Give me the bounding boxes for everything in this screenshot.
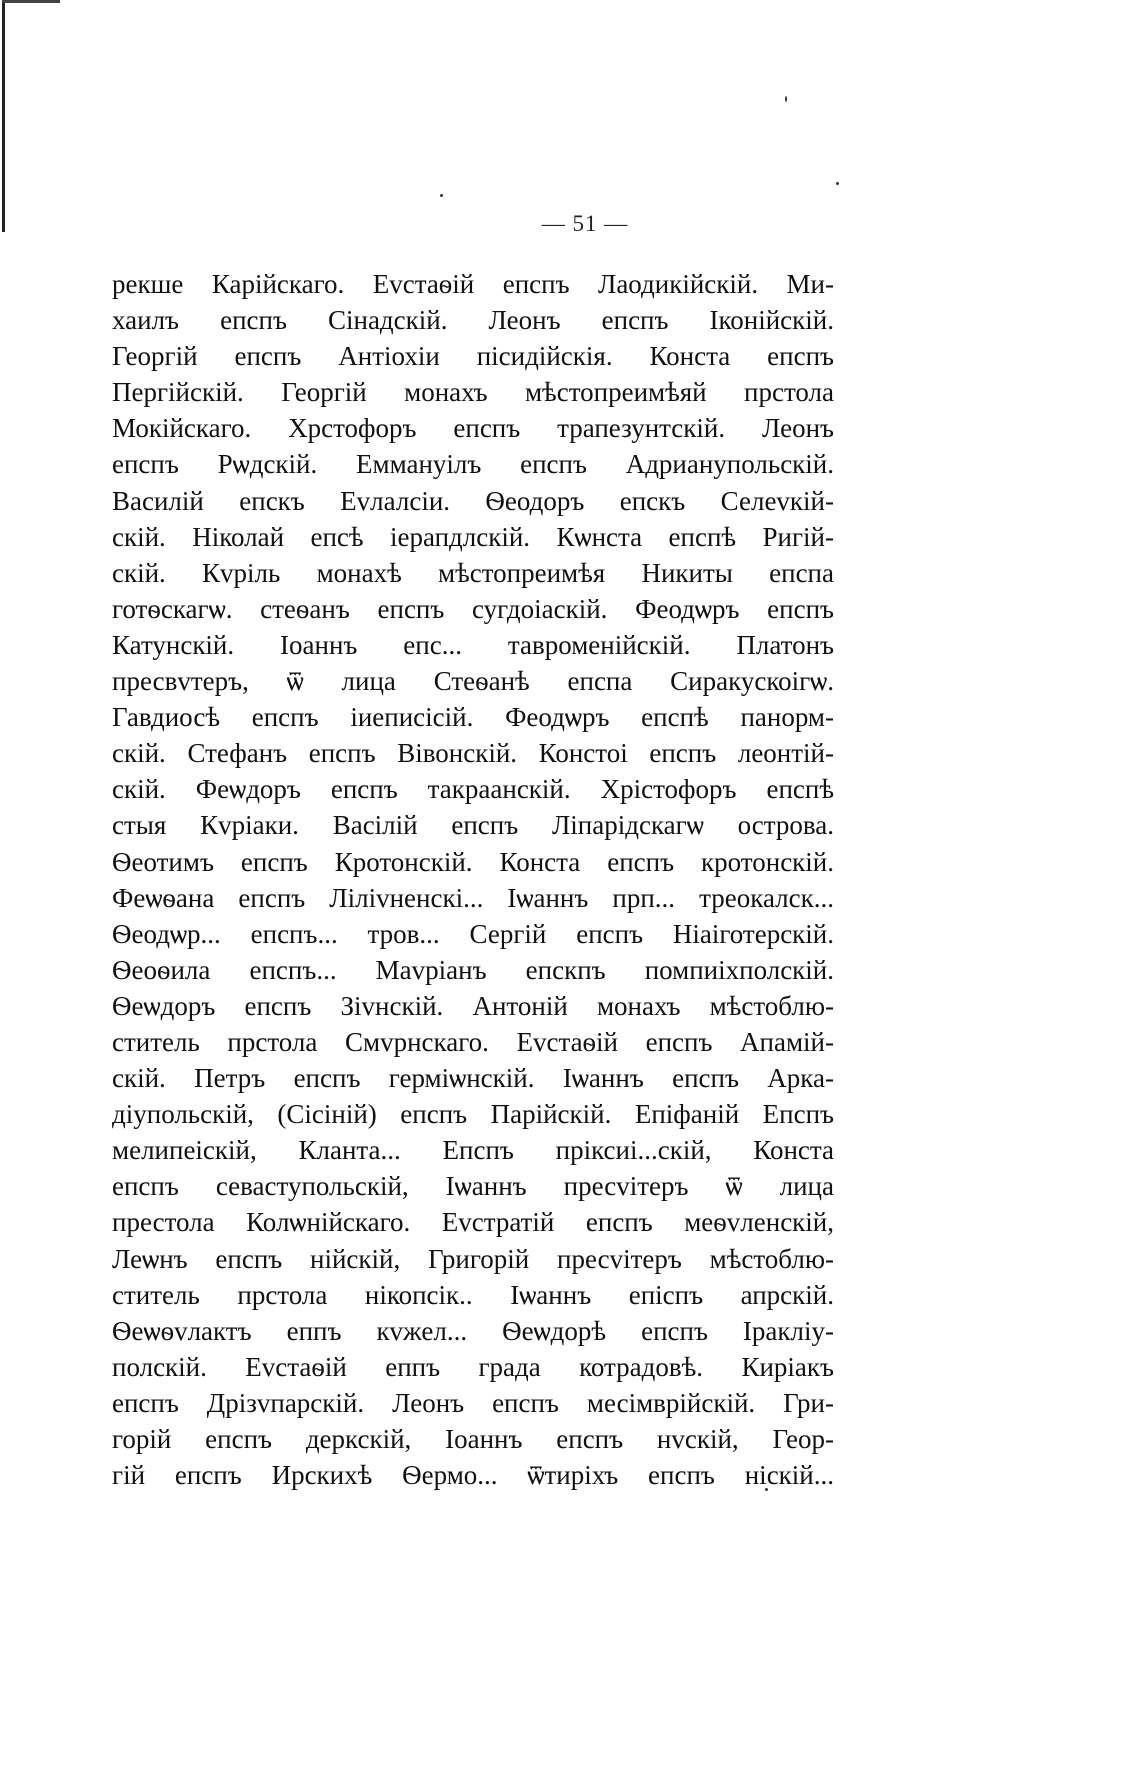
text-line: Ѳеодѡр... епспъ... тров... Сергій епспъ Ніаіготерскій.: [112, 918, 834, 949]
text-line: Мокійскаго. Хрстофоръ епспъ трапезунтскій. Леонъ: [112, 413, 834, 444]
text-line: стыя Кvріаки. Васілій епспъ Ліпарідскагѡ острова.: [112, 810, 834, 841]
text-line: Леѡнъ епспъ нійскій, Григорій пресvітеръ мѣстоблю-: [112, 1243, 834, 1274]
text-line: готѳскагѡ. стеѳанъ епспъ сугдоіаскій. Феодѡръ епспъ: [112, 593, 834, 624]
text-line: Василій епскъ Еvлалсіи. Ѳеодоръ епскъ Селеvкій-: [112, 485, 834, 516]
text-line: скій. Петръ епспъ герміѡнскій. Іѡаннъ епспъ Арка-: [112, 1063, 834, 1094]
text-line: горій епспъ деркскій, Іоаннъ епспъ нvскій, Геор-: [112, 1424, 834, 1454]
text-line: скій. Кvріль монахѣ мѣстопреимѣя Никиты епспа: [112, 557, 834, 588]
text-line: полскій. Еvстаѳій еппъ града котрадовѣ. Киріакъ: [112, 1351, 834, 1382]
ink-speck: [785, 96, 787, 102]
text-line: скій. Стефанъ епспъ Вівонскій. Констоі епспъ леонтій-: [112, 738, 834, 769]
text-line: гій епспъ Ирскихѣ Ѳермо... ѿтиріхъ епспъ ніскій...: [112, 1460, 834, 1491]
text-line: престола Колѡнійскаго. Еvстратій епспъ меѳvленскій,: [112, 1207, 834, 1238]
text-line: Ѳеоѳила епспъ... Маvріанъ епскпъ помпиіхполскій.: [112, 954, 834, 985]
text-line: діупольскій, (Сісіній) епспъ Парійскій. Епіфаній Епспъ: [112, 1099, 834, 1130]
text-line: ститель прстола Смvрнскаго. Еvстаѳій епспъ Апамій-: [112, 1026, 834, 1057]
body-text: [112, 266, 834, 1493]
ink-speck: [836, 182, 839, 185]
text-line: Ѳеѡдоръ епспъ Зіvнскій. Антоній монахъ мѣстоблю-: [112, 990, 834, 1021]
text-line: рекше Карійскаго. Еvстаѳій епспъ Лаодикійскій. Ми-: [112, 269, 834, 299]
text-line: епспъ Дрізvпарскій. Леонъ епспъ месімврійскій. Гри-: [112, 1387, 834, 1418]
text-line: Ѳеѡѳvлактъ еппъ кvжел... Ѳеѡдорѣ епспъ Іракліу-: [112, 1315, 834, 1346]
text-line: епспъ Рѡдскій. Еммануілъ епспъ Адрианупольскій.: [112, 449, 834, 480]
text-line: мелипеіскій, Кланта... Епспъ пріксиі...скій, Конста: [112, 1135, 834, 1166]
text-line: пресвvтеръ, ѿ лица Стеѳанѣ епспа Сиракускоігѡ.: [112, 666, 834, 697]
text-line: Ѳеотимъ епспъ Кротонскій. Конста епспъ кротонскій.: [112, 846, 834, 877]
page-number: — 51 —: [541, 211, 629, 236]
text-line: Гавдиосѣ епспъ іиеписісій. Феодѡръ епспѣ панорм-: [112, 702, 834, 733]
text-line: хаилъ епспъ Сінадскій. Леонъ епспъ Іконійскій.: [112, 305, 834, 336]
text-line: Пергійскій. Георгій монахъ мѣстопреимѣяй прстола: [112, 377, 834, 408]
page-corner-mark: [2, 0, 60, 3]
text-line: скій. Ніколай епсѣ іерапдлскій. Кѡнста епспѣ Ригій-: [112, 521, 834, 552]
text-line: скій. Феѡдоръ епспъ такраанскій. Хрістофоръ епспѣ: [112, 774, 834, 805]
text-line: ститель прстола нікопсік.. Іѡаннъ епіспъ апрскій.: [112, 1279, 834, 1310]
text-line: Георгій епспъ Антіохіи пісидійскія. Конста епспъ: [112, 341, 834, 372]
text-line: епспъ севаступольскій, Іѡаннъ пресvітеръ ѿ лица: [112, 1171, 834, 1202]
text-line: Катунскій. Іоаннъ епс... тавроменійскій. Платонъ: [112, 629, 834, 660]
page-edge-line: [2, 0, 5, 232]
text-line: Феѡѳана епспъ Ліліvненскі... Іѡаннъ прп... треокалск...: [112, 882, 834, 913]
ink-speck: [440, 194, 443, 197]
